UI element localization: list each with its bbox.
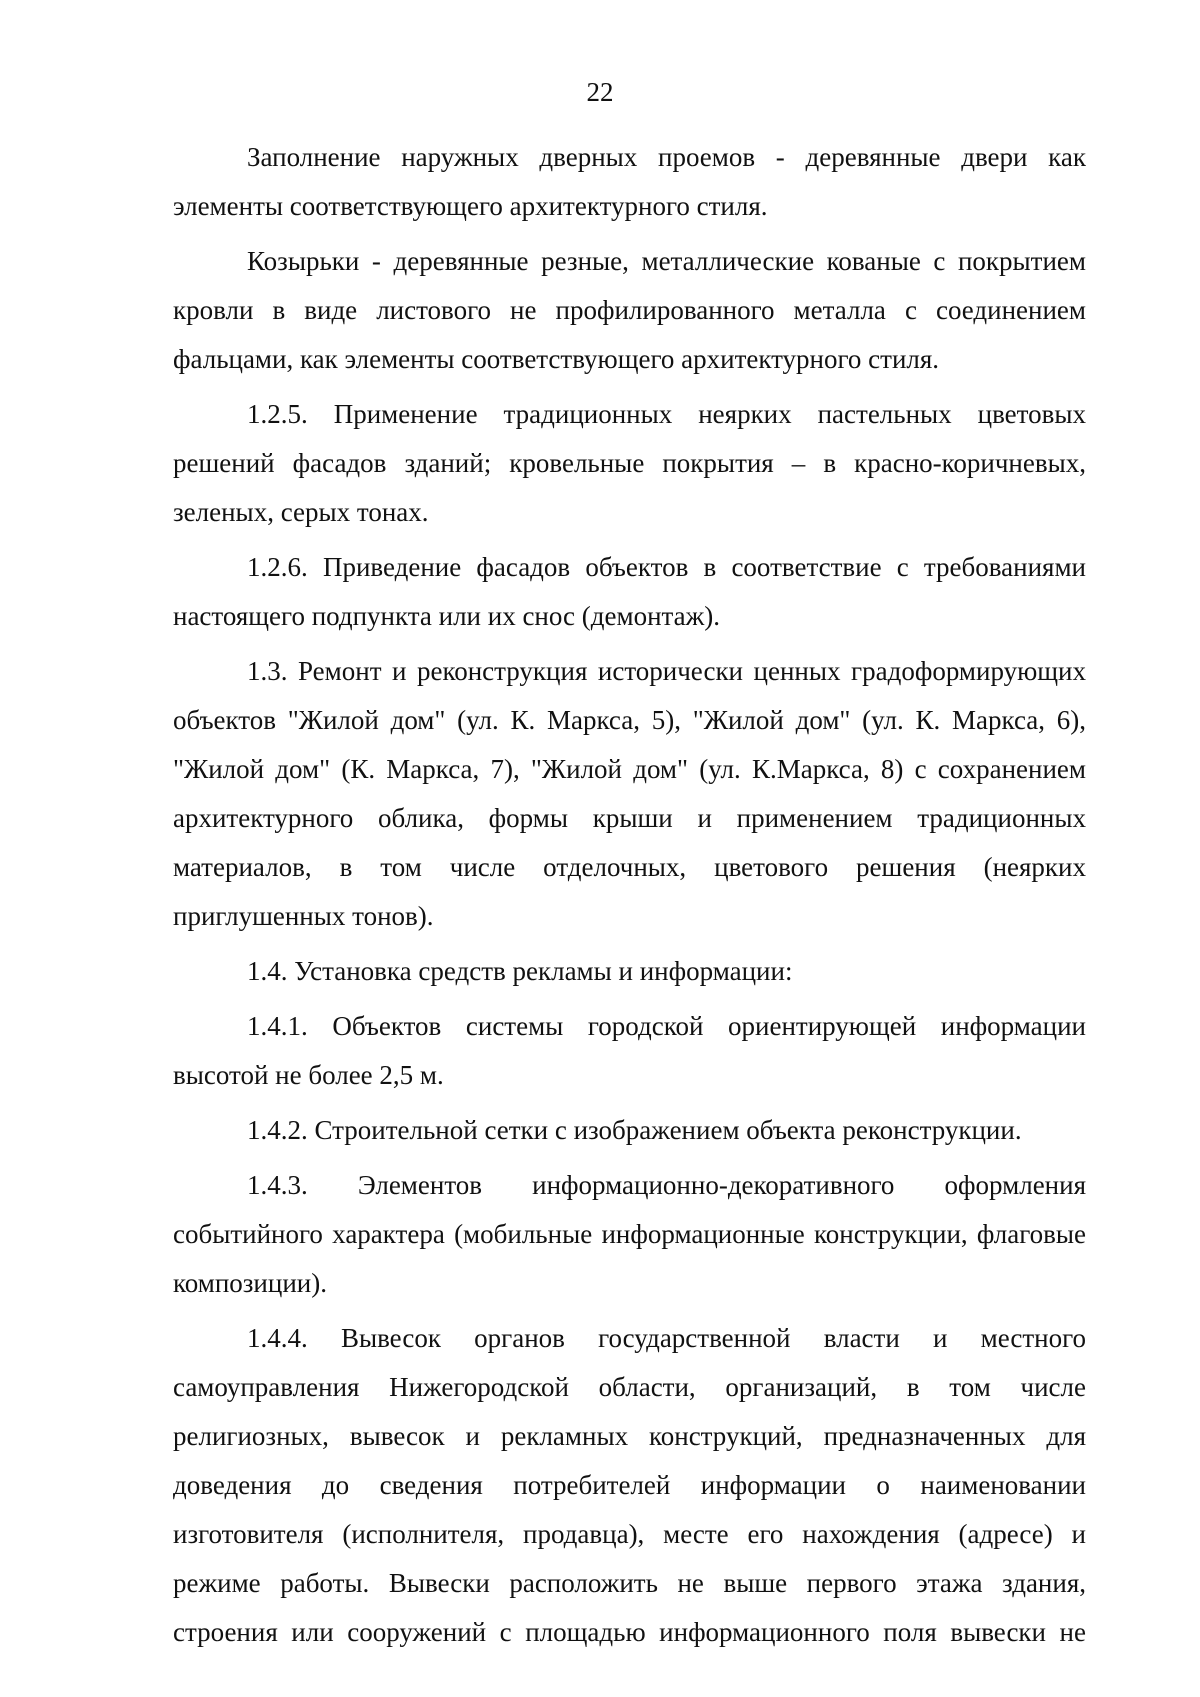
page-number: 22 (586, 77, 614, 107)
paragraph-1-4: 1.4. Установка средств рекламы и информации: (247, 956, 793, 986)
paragraph-1-2-5: 1.2.5. Применение традиционных неярких пастельных цветовых решений фасадов зданий; кровельные покрытия – в красно-коричневых, зеленых, серых тонах. (173, 399, 1086, 527)
paragraph-1-4-2: 1.4.2. Строительной сетки с изображением объекта реконструкции. (247, 1115, 1022, 1145)
paragraph-1-4-3: 1.4.3. Элементов информационно-декоративного оформления событийного характера (мобильные информационные конструкции, флаговые композиции). (173, 1170, 1086, 1298)
paragraph-1-2-6: 1.2.6. Приведение фасадов объектов в соответствие с требованиями настоящего подпункта или их снос (демонтаж). (173, 552, 1086, 631)
paragraph-1-4-4: 1.4.4. Вывесок органов государственной власти и местного самоуправления Нижегородской области, организаций, в том числе религиозных, вывесок и рекламных конструкций, предназначенных для доведения до сведения потребителей информации о наименовании изготовителя (исполнителя, продавца), месте его нахождения (адресе) и режиме работы. Вывески расположить не выше первого этажа здания, строения или сооружений с площадью информационного поля вывески не (173, 1323, 1086, 1647)
paragraph-canopies: Козырьки - деревянные резные, металлические кованые с покрытием кровли в виде листового не профилированного металла с соединением фальцами, как элементы соответствующего архитектурного стиля. (173, 246, 1086, 374)
paragraph-door-fill: Заполнение наружных дверных проемов - деревянные двери как элементы соответствующего архитектурного стиля. (173, 142, 1086, 221)
paragraph-1-4-1: 1.4.1. Объектов системы городской ориентирующей информации высотой не более 2,5 м. (173, 1011, 1086, 1090)
paragraph-1-3: 1.3. Ремонт и реконструкция исторически ценных градоформирующих объектов "Жилой дом" (ул. К. Маркса, 5), "Жилой дом" (ул. К. Маркса, 6), "Жилой дом" (К. Маркса, 7), "Жилой дом" (ул. К.Маркса, 8) с сохранением архитектурного облика, формы крыши и применением традиционных материалов, в том числе отделочных, цветового решения (неярких приглушенных тонов). (173, 656, 1086, 931)
document-body (173, 133, 1086, 1663)
